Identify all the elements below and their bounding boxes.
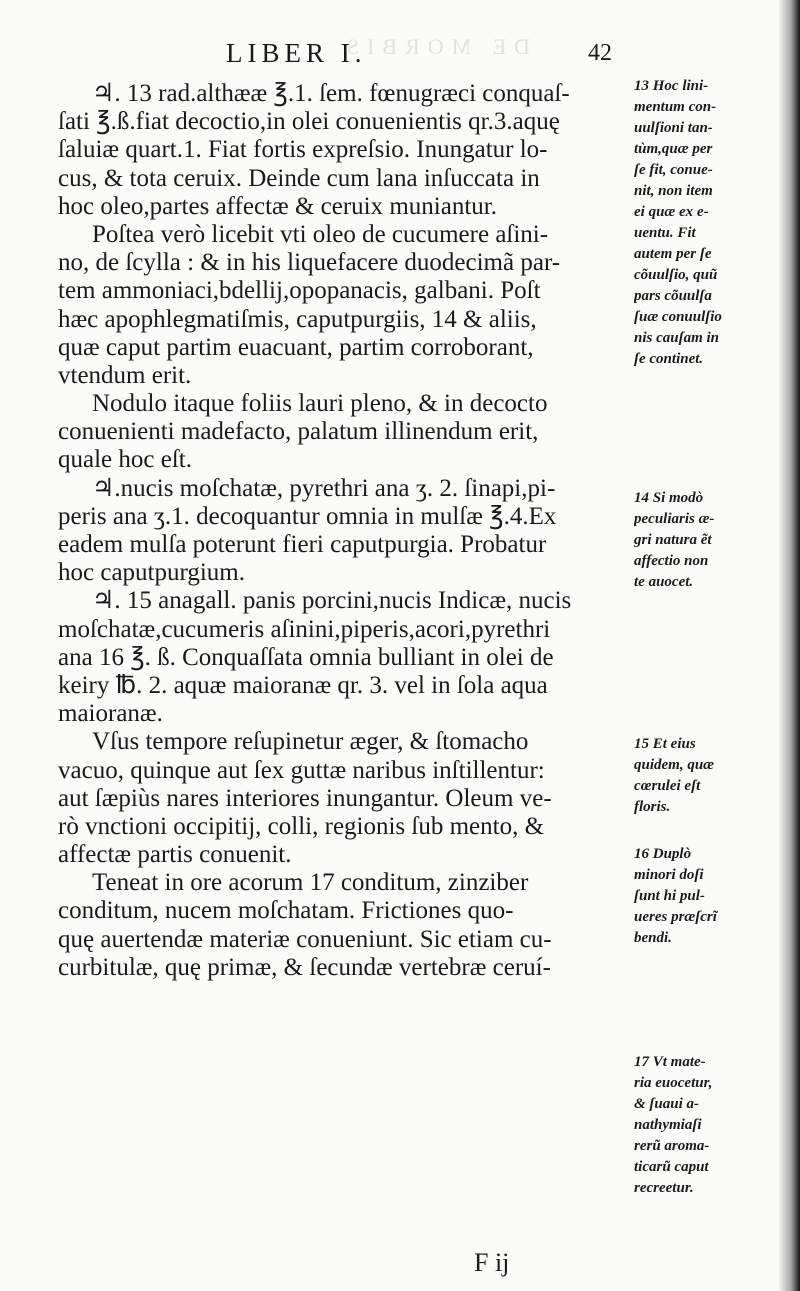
main-text-block xyxy=(58,80,626,982)
side-note-line: ſunt hi pul- xyxy=(634,888,705,904)
side-note-line: nis cauſam in xyxy=(634,330,720,346)
text-line: Teneat in ore acorum 17 conditum, zinziber xyxy=(92,869,529,897)
side-note xyxy=(634,734,784,818)
text-line: keiry ℔. 2. aquæ maioranæ qr. 3. vel in ſola aqua xyxy=(58,671,548,699)
page-header xyxy=(0,38,800,74)
side-note-line: nit, non item xyxy=(634,183,713,199)
text-line: ſati ℥.ß.fiat decoctio,in olei conuenientis qr.3.aquę xyxy=(58,108,560,136)
side-note-line: autem per ſe xyxy=(634,246,712,262)
text-line: rò vnctioni occipitij, colli, regionis ſub mento, & xyxy=(58,812,545,840)
text-line: vtendum erit. xyxy=(58,361,192,389)
side-note xyxy=(634,844,784,949)
text-line: maioranæ. xyxy=(58,700,163,728)
text-line: conditum, nucem moſchatam. Frictiones quo- xyxy=(58,897,514,925)
text-line: Vſus tempore reſupinetur æger, & ſtomacho xyxy=(92,728,529,756)
side-note-line: 14 Si modò xyxy=(634,490,704,506)
side-note-line: cõuulſio, quũ xyxy=(634,267,718,283)
text-line: moſchatæ,cucumeris aſinini,piperis,acori,pyrethri xyxy=(58,615,551,643)
side-note-line: 13 Hoc lini- xyxy=(634,78,709,94)
text-line: no, de ſcylla : & in his liquefacere duodecimã par- xyxy=(58,249,561,277)
side-note-line: uulſioni tan- xyxy=(634,120,713,136)
text-line: Poſtea verò licebit vti oleo de cucumere aſini- xyxy=(92,220,549,248)
side-note-line: gri natura ẽt xyxy=(634,532,712,548)
side-note-line: minori doſi xyxy=(634,867,704,883)
side-note xyxy=(634,1052,784,1199)
text-line: hæc apophlegmatiſmis, caputpurgiis, 14 & aliis, xyxy=(58,305,537,333)
side-note-line: uentu. Fit xyxy=(634,225,696,241)
side-note-line: rerũ aroma- xyxy=(634,1138,710,1154)
text-line: affectæ partis conuenit. xyxy=(58,841,292,869)
side-note-line: 16 Duplò xyxy=(634,846,692,862)
side-note-line: 17 Vt mate- xyxy=(634,1054,706,1070)
side-note-line: nathymiaſi xyxy=(634,1117,702,1133)
side-note-line: cœrulei eſt xyxy=(634,778,701,794)
text-line: eadem mulſa poterunt fieri caputpurgia. Probatur xyxy=(58,531,547,558)
side-note-line: ſe continet. xyxy=(634,351,704,367)
side-note-line: & ſuaui a- xyxy=(634,1096,700,1112)
side-note-line: tùm,quæ per xyxy=(634,141,713,157)
side-note-line: 15 Et eius xyxy=(634,736,696,752)
side-note-line: mentum con- xyxy=(634,99,717,115)
text-line: vacuo, quinque aut ſex guttæ naribus inſtillentur: xyxy=(58,756,545,784)
side-note-line: affectio non xyxy=(634,553,709,569)
text-line: peris ana ʒ.1. decoquantur omnia in mulſæ ℥.4.Ex xyxy=(58,502,557,530)
text-line: ſaluiæ quart.1. Fiat fortis expreſsio. Inungatur lo- xyxy=(58,136,548,164)
side-note-line: peculiaris æ- xyxy=(634,511,715,527)
text-line: quę auertendæ materiæ conueniunt. Sic etiam cu- xyxy=(58,925,552,953)
side-note-line: ria euocetur, xyxy=(634,1075,713,1091)
show-through-bleed: DE MORBIS xyxy=(338,34,530,59)
running-title: LIBER I. xyxy=(226,38,367,68)
text-line: ♃. 13 rad.althææ ℥.1. ſem. fœnugræci conquaſ- xyxy=(92,80,570,107)
text-line: cus, & tota ceruix. Deinde cum lana inſuccata in xyxy=(58,164,540,192)
text-line: conuenienti madefacto, palatum illinendum erit, xyxy=(58,418,539,446)
text-line: hoc caputpurgium. xyxy=(58,559,245,587)
text-line: Nodulo itaque foliis lauri pleno, & in decocto xyxy=(92,390,548,418)
text-line: ♃. 15 anagall. panis porcini,nucis Indicæ, nucis xyxy=(92,587,572,615)
side-note xyxy=(634,76,784,370)
text-line: tem ammoniaci,bdellij,opopanacis, galbani. Poſt xyxy=(58,277,541,305)
side-note-line: floris. xyxy=(634,799,671,815)
text-line: aut ſæpiùs nares interiores inungantur. Oleum ve- xyxy=(58,784,552,812)
side-note-line: ſuæ conuulſio xyxy=(634,309,722,325)
side-note-line: quidem, quæ xyxy=(634,757,715,773)
text-line: ♃.nucis moſchatæ, pyrethri ana ʒ. 2. ſinapi,pi- xyxy=(92,474,556,502)
text-line: quale hoc eſt. xyxy=(58,446,192,474)
text-line: curbitulæ, quę primæ, & ſecundæ vertebræ ceruí- xyxy=(58,953,551,981)
signature-mark: F ij xyxy=(474,1248,510,1277)
side-note xyxy=(634,488,784,593)
side-note-line: recreetur. xyxy=(634,1180,694,1196)
text-line: ana 16 ℥. ß. Conquaſſata omnia bulliant in olei de xyxy=(58,643,554,671)
side-note-line: te auocet. xyxy=(634,574,694,590)
side-note-line: ticarũ caput xyxy=(634,1159,709,1175)
side-note-line: pars cõuulſa xyxy=(634,288,712,304)
text-line: quæ caput partim euacuant, partim corroborant, xyxy=(58,333,534,361)
text-line: hoc oleo,partes affectæ & ceruix muniantur. xyxy=(58,192,497,220)
side-note-line: bendi. xyxy=(634,930,672,946)
side-note-line: ei quæ ex e- xyxy=(634,204,709,220)
side-note-line: ueres præſcrĩ xyxy=(634,909,717,925)
page-number: 42 xyxy=(588,40,612,66)
side-note-line: ſe fit, conue- xyxy=(634,162,713,178)
